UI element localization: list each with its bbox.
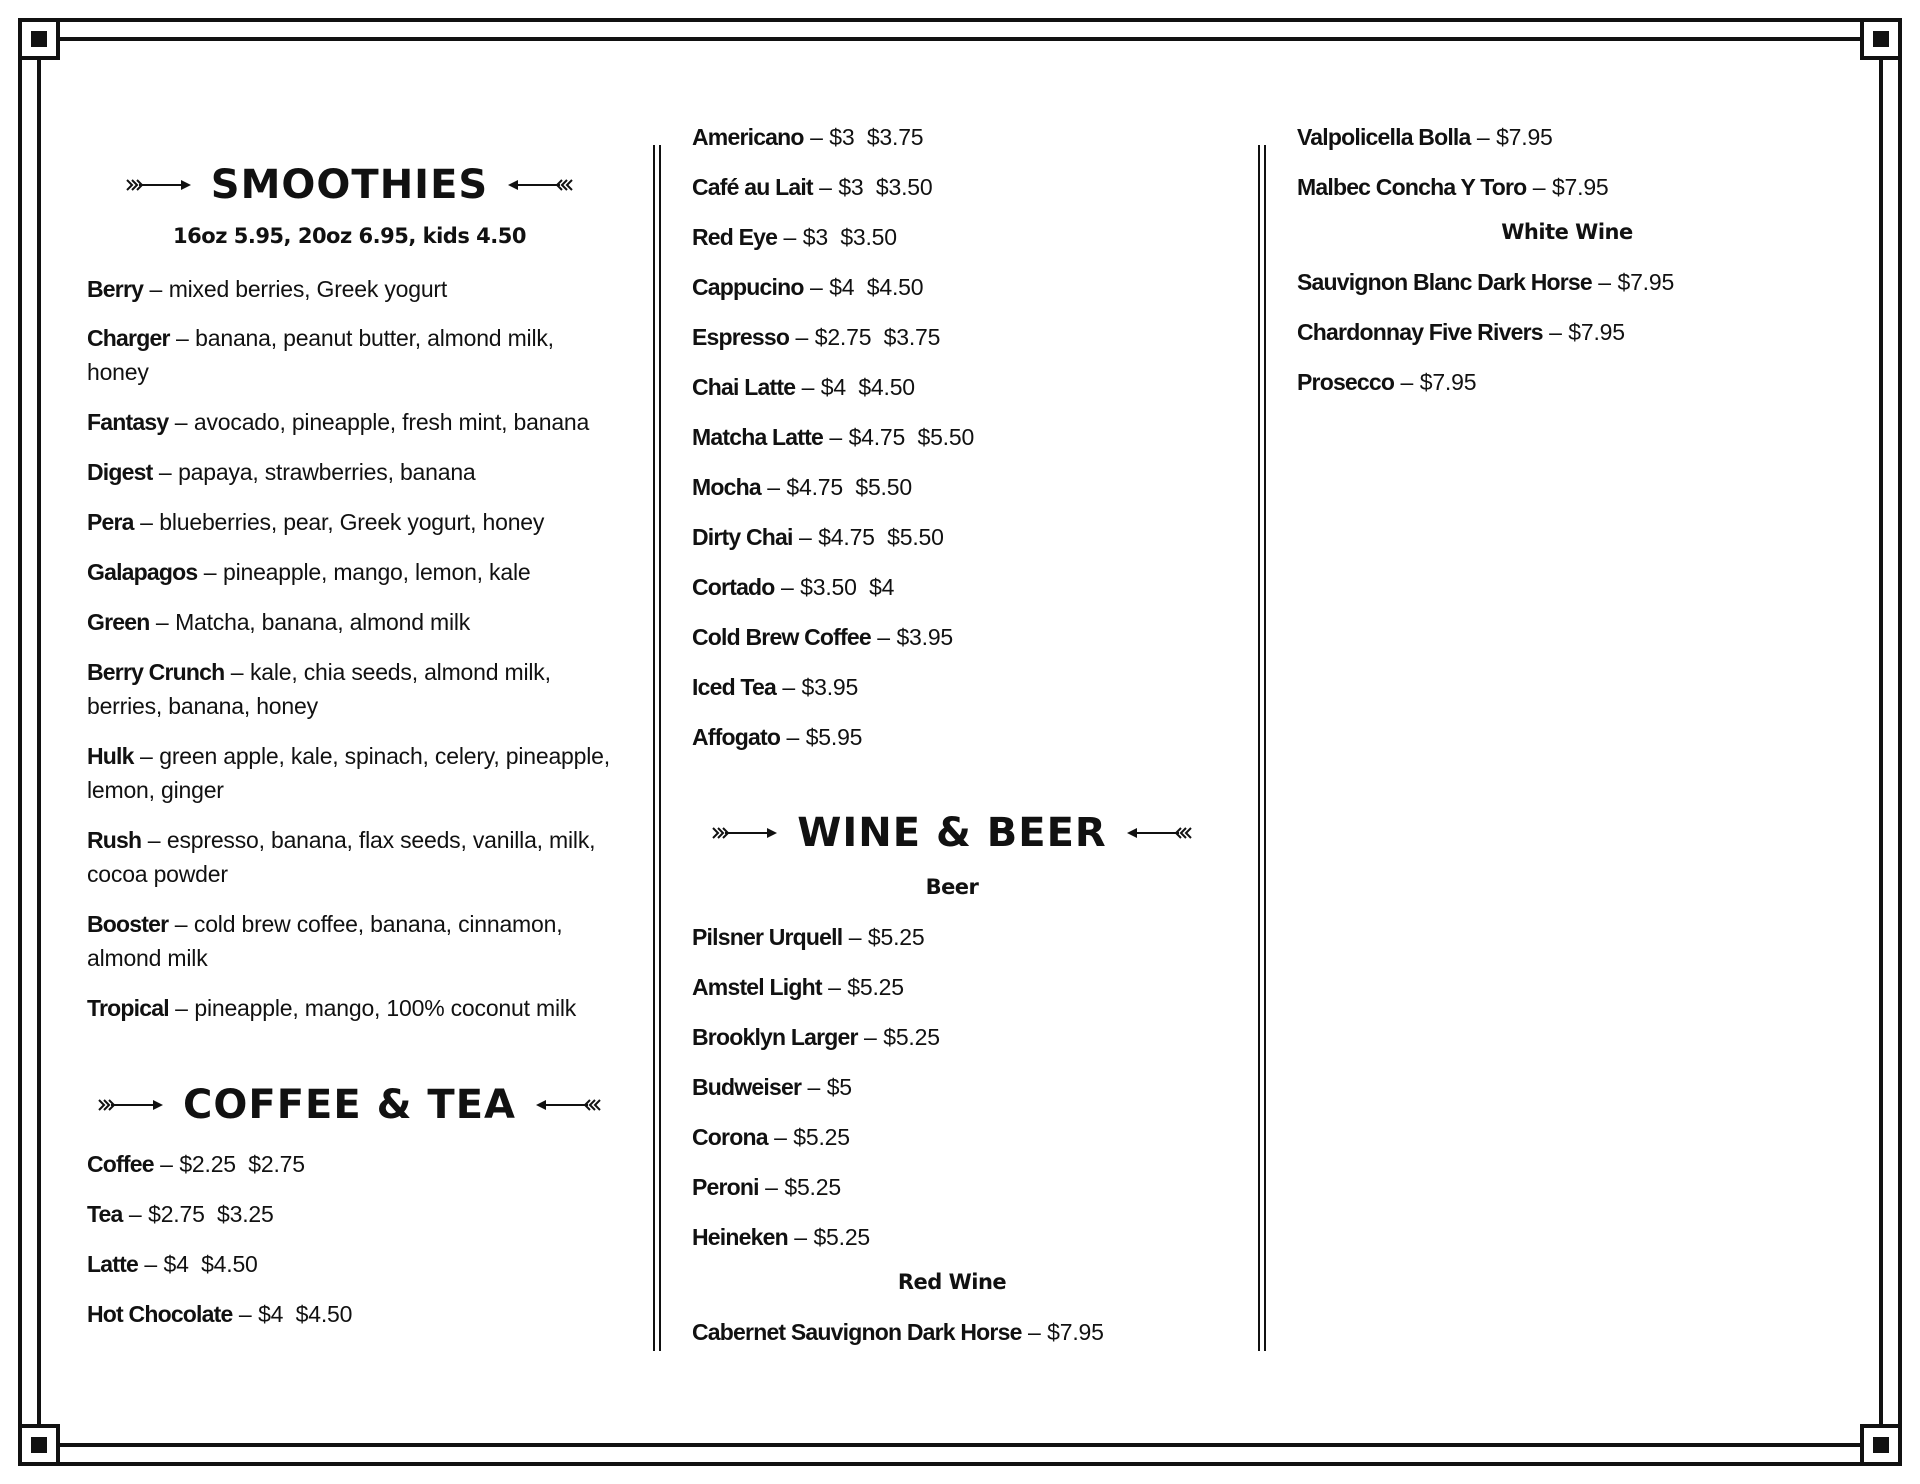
menu-item: Tea – $2.75 $3.25 <box>87 1201 274 1227</box>
item-name: Tropical <box>87 995 169 1021</box>
menu-item: Espresso – $2.75 $3.75 <box>692 324 941 350</box>
menu-item: Coffee – $2.25 $2.75 <box>87 1151 305 1177</box>
item-price: $7.95 <box>1419 369 1477 395</box>
item-name: Brooklyn Larger <box>692 1024 858 1050</box>
menu-item: Hot Chocolate – $4 $4.50 <box>87 1301 353 1327</box>
item-price: $3 $3.75 <box>829 124 924 150</box>
menu-item: Latte – $4 $4.50 <box>87 1251 258 1277</box>
item-description: pineapple, mango, lemon, kale <box>222 559 531 585</box>
menu-item: Booster – cold brew coffee, banana, cinnamon, almond milk <box>87 911 563 971</box>
menu-item: Valpolicella Bolla – $7.95 <box>1297 124 1553 150</box>
item-price: $5.25 <box>813 1224 871 1250</box>
menu-item: Red Eye – $3 $3.50 <box>692 224 897 250</box>
item-name: Peroni <box>692 1174 759 1200</box>
item-name: Red Eye <box>692 224 778 250</box>
item-name: Café au Lait <box>692 174 813 200</box>
item-name: Cabernet Sauvignon Dark Horse <box>692 1319 1022 1345</box>
item-price: $5.25 <box>793 1124 850 1150</box>
item-price: $5.25 <box>883 1024 940 1050</box>
menu-item: Affogato – $5.95 <box>692 724 863 750</box>
item-price: $7.95 <box>1617 269 1675 295</box>
item-name: Espresso <box>692 324 790 350</box>
item-description: avocado, pineapple, fresh mint, banana <box>193 409 590 435</box>
menu-item: Brooklyn Larger – $5.25 <box>692 1024 940 1050</box>
menu-item: Peroni – $5.25 <box>692 1174 841 1200</box>
item-name: Digest <box>87 459 153 485</box>
arrow-left-icon <box>504 177 574 193</box>
item-name: Chai Latte <box>692 374 796 400</box>
menu-item: Green – Matcha, banana, almond milk <box>87 609 471 635</box>
menu-item: Pilsner Urquell – $5.25 <box>692 924 925 950</box>
arrow-right-icon <box>711 825 781 841</box>
item-price: $2.75 $3.75 <box>814 324 941 350</box>
menu-item: Hulk – green apple, kale, spinach, celery, pineapple, lemon, ginger <box>87 743 610 803</box>
item-name: Heineken <box>692 1224 788 1250</box>
menu-item: Cappucino – $4 $4.50 <box>692 274 924 300</box>
item-name: Malbec Concha Y Toro <box>1297 174 1527 200</box>
menu-item: Heineken – $5.25 <box>692 1224 871 1250</box>
menu-item: Berry – mixed berries, Greek yogurt <box>87 276 448 302</box>
menu-item: Café au Lait – $3 $3.50 <box>692 174 933 200</box>
item-name: Green <box>87 609 150 635</box>
item-price: $5.95 <box>805 724 863 750</box>
item-name: Berry <box>87 276 144 302</box>
coffee-tea-heading <box>87 1080 612 1130</box>
menu-item: Pera – blueberries, pear, Greek yogurt, honey <box>87 509 545 535</box>
column-divider-2 <box>1258 145 1266 1351</box>
menu-item: Budweiser – $5 <box>692 1074 852 1100</box>
corner-ornament-top-left <box>18 18 60 60</box>
item-name: Mocha <box>692 474 761 500</box>
item-price: $5 <box>826 1074 852 1100</box>
item-description: green apple, kale, spinach, celery, pineapple, lemon, ginger <box>87 743 610 803</box>
item-price: $3.95 <box>801 674 859 700</box>
item-name: Matcha Latte <box>692 424 823 450</box>
beer-subheading: Beer <box>925 875 979 899</box>
red-wine-subheading: Red Wine <box>897 1270 1007 1294</box>
item-name: Cortado <box>692 574 775 600</box>
item-name: Americano <box>692 124 804 150</box>
item-name: Hulk <box>87 743 134 769</box>
item-name: Pilsner Urquell <box>692 924 843 950</box>
menu-item: Charger – banana, peanut butter, almond milk, honey <box>87 325 554 385</box>
item-price: $7.95 <box>1496 124 1553 150</box>
menu-item: Rush – espresso, banana, flax seeds, vanilla, milk, cocoa powder <box>87 827 596 887</box>
menu-item: Americano – $3 $3.75 <box>692 124 924 150</box>
menu-item: Matcha Latte – $4.75 $5.50 <box>692 424 975 450</box>
menu-item: Cabernet Sauvignon Dark Horse – $7.95 <box>692 1319 1104 1345</box>
menu-item: Chardonnay Five Rivers – $7.95 <box>1297 319 1625 345</box>
item-price: $4 $4.50 <box>258 1301 353 1327</box>
item-price: $2.75 $3.25 <box>148 1201 274 1227</box>
item-name: Rush <box>87 827 142 853</box>
item-price: $7.95 <box>1568 319 1625 345</box>
item-name: Hot Chocolate <box>87 1301 233 1327</box>
item-price: $4 $4.50 <box>829 274 924 300</box>
item-price: $2.25 $2.75 <box>179 1151 305 1177</box>
item-price: $7.95 <box>1551 174 1609 200</box>
item-description: blueberries, pear, Greek yogurt, honey <box>159 509 545 535</box>
item-description: banana, peanut butter, almond milk, honey <box>87 325 554 385</box>
coffee-tea-title: COFFEE & TEA <box>183 1082 516 1128</box>
item-name: Berry Crunch <box>87 659 225 685</box>
menu-item: Mocha – $4.75 $5.50 <box>692 474 912 500</box>
menu-item: Cold Brew Coffee – $3.95 <box>692 624 954 650</box>
item-name: Amstel Light <box>692 974 822 1000</box>
menu-item: Tropical – pineapple, mango, 100% coconut milk <box>87 995 577 1021</box>
item-price: $3.50 $4 <box>800 574 895 600</box>
item-description: cold brew coffee, banana, cinnamon, almond milk <box>87 911 563 971</box>
item-name: Cold Brew Coffee <box>692 624 871 650</box>
smoothies-heading <box>87 160 612 210</box>
arrow-right-icon <box>97 1097 167 1113</box>
white-wine-subheading: White Wine <box>1501 220 1633 244</box>
item-name: Charger <box>87 325 170 351</box>
item-price: $4 $4.50 <box>163 1251 258 1277</box>
item-description: mixed berries, Greek yogurt <box>168 276 448 302</box>
arrow-right-icon <box>125 177 195 193</box>
item-price: $5.25 <box>847 974 904 1000</box>
item-price: $3 $3.50 <box>838 174 933 200</box>
item-price: $4.75 $5.50 <box>818 524 944 550</box>
item-name: Budweiser <box>692 1074 802 1100</box>
smoothies-title: SMOOTHIES <box>210 162 489 208</box>
item-price: $4.75 $5.50 <box>848 424 975 450</box>
arrow-left-icon <box>1123 825 1193 841</box>
item-price: $4.75 $5.50 <box>786 474 912 500</box>
corner-ornament-top-right <box>1860 18 1902 60</box>
corner-ornament-bottom-left <box>18 1424 60 1466</box>
item-name: Sauvignon Blanc Dark Horse <box>1297 269 1592 295</box>
item-description: espresso, banana, flax seeds, vanilla, milk, cocoa powder <box>87 827 596 887</box>
menu-item: Digest – papaya, strawberries, banana <box>87 459 476 485</box>
item-name: Latte <box>87 1251 138 1277</box>
menu-item: Corona – $5.25 <box>692 1124 850 1150</box>
item-name: Affogato <box>692 724 781 750</box>
item-price: $7.95 <box>1047 1319 1104 1345</box>
arrow-left-icon <box>532 1097 602 1113</box>
item-price: $3.95 <box>896 624 954 650</box>
item-name: Booster <box>87 911 169 937</box>
item-name: Tea <box>87 1201 123 1227</box>
menu-item: Dirty Chai – $4.75 $5.50 <box>692 524 944 550</box>
item-name: Valpolicella Bolla <box>1297 124 1471 150</box>
menu-item: Berry Crunch – kale, chia seeds, almond milk, berries, banana, honey <box>87 659 551 719</box>
item-name: Chardonnay Five Rivers <box>1297 319 1543 345</box>
wine-beer-title: WINE & BEER <box>797 810 1107 856</box>
item-name: Coffee <box>87 1151 154 1177</box>
item-name: Corona <box>692 1124 768 1150</box>
menu-item: Galapagos – pineapple, mango, lemon, kale <box>87 559 531 585</box>
item-description: papaya, strawberries, banana <box>178 459 476 485</box>
item-name: Prosecco <box>1297 369 1395 395</box>
column-divider-1 <box>653 145 661 1351</box>
item-price: $5.25 <box>784 1174 841 1200</box>
menu-item: Iced Tea – $3.95 <box>692 674 859 700</box>
menu-item: Amstel Light – $5.25 <box>692 974 904 1000</box>
item-name: Cappucino <box>692 274 804 300</box>
item-description: kale, chia seeds, almond milk, berries, banana, honey <box>87 659 551 719</box>
item-price: $3 $3.50 <box>802 224 897 250</box>
menu-item: Sauvignon Blanc Dark Horse – $7.95 <box>1297 269 1675 295</box>
item-price: $5.25 <box>867 924 925 950</box>
smoothies-pricing: 16oz 5.95, 20oz 6.95, kids 4.50 <box>173 224 526 248</box>
item-description: pineapple, mango, 100% coconut milk <box>194 995 577 1021</box>
item-price: $4 $4.50 <box>820 374 915 400</box>
menu-item: Fantasy – avocado, pineapple, fresh mint, banana <box>87 409 590 435</box>
menu-item: Prosecco – $7.95 <box>1297 369 1477 395</box>
menu-item: Cortado – $3.50 $4 <box>692 574 895 600</box>
item-name: Fantasy <box>87 409 169 435</box>
item-name: Pera <box>87 509 134 535</box>
menu-item: Chai Latte – $4 $4.50 <box>692 374 915 400</box>
wine-beer-heading <box>692 808 1212 858</box>
menu-item: Malbec Concha Y Toro – $7.95 <box>1297 174 1609 200</box>
item-name: Dirty Chai <box>692 524 793 550</box>
item-name: Galapagos <box>87 559 198 585</box>
item-description: Matcha, banana, almond milk <box>175 609 471 635</box>
corner-ornament-bottom-right <box>1860 1424 1902 1466</box>
item-name: Iced Tea <box>692 674 776 700</box>
